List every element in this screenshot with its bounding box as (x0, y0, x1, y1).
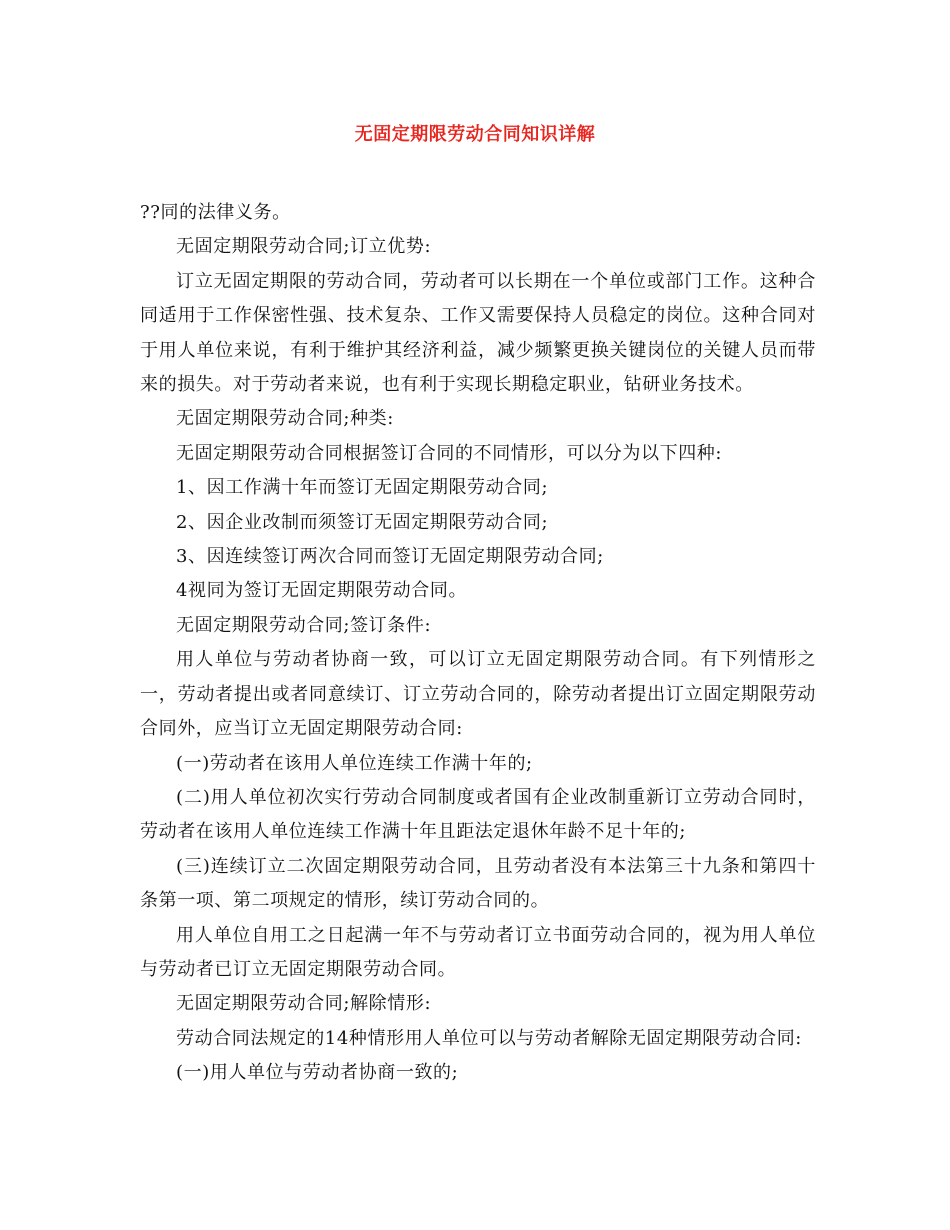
list-item: 4视同为签订无固定期限劳动合同。 (176, 580, 468, 602)
document-title: 无固定期限劳动合同知识详解 (354, 124, 596, 145)
list-item: (一)用人单位与劳动者协商一致的; (176, 1062, 459, 1084)
section-heading-advantages: 无固定期限劳动合同;订立优势: (176, 236, 432, 258)
section-heading-termination: 无固定期限劳动合同;解除情形: (176, 993, 432, 1015)
list-item: (二)用人单位初次实行劳动合同制度或者国有企业改制重新订立劳动合同时，劳动者在该用人单位连续工作满十年且距法定退休年龄不足十年的; (140, 786, 816, 843)
paragraph: 用人单位与劳动者协商一致，可以订立无固定期限劳动合同。有下列情形之一，劳动者提出或者同意续订、订立劳动合同的，除劳动者提出订立固定期限劳动合同外，应当订立无固定期限劳动合同: (140, 649, 816, 740)
paragraph: 用人单位自用工之日起满一年不与劳动者订立书面劳动合同的，视为用人单位与劳动者已订立无固定期限劳动合同。 (140, 924, 816, 980)
paragraph: 无固定期限劳动合同根据签订合同的不同情形，可以分为以下四种: (176, 442, 723, 464)
paragraph: 订立无固定期限的劳动合同，劳动者可以长期在一个单位或部门工作。这种合同适用于工作保密性强、技术复杂、工作又需要保持人员稳定的岗位。这种合同对于用人单位来说，有利于维护其经济利益，减少频繁更换关键岗位的关键人员而带来的损失。对于劳动者来说，也有利于实现长期稳定职业，钻研业务技术。 (140, 270, 816, 396)
paragraph: 劳动合同法规定的14种情形用人单位可以与劳动者解除无固定期限劳动合同: (176, 1027, 802, 1049)
list-item: 1、因工作满十年而签订无固定期限劳动合同; (176, 477, 549, 499)
section-heading-types: 无固定期限劳动合同;种类: (176, 408, 394, 430)
section-heading-conditions: 无固定期限劳动合同;签订条件: (176, 614, 432, 636)
paragraph: ??同的法律义务。 (140, 202, 291, 223)
list-item: (三)连续订立二次固定期限劳动合同，且劳动者没有本法第三十九条和第四十条第一项、第二项规定的情形，续订劳动合同的。 (140, 855, 816, 912)
list-item: 3、因连续签订两次合同而签订无固定期限劳动合同; (176, 546, 604, 568)
list-item: 2、因企业改制而须签订无固定期限劳动合同; (176, 511, 549, 533)
list-item: (一)劳动者在该用人单位连续工作满十年的; (176, 752, 533, 774)
document-body (140, 196, 816, 1091)
